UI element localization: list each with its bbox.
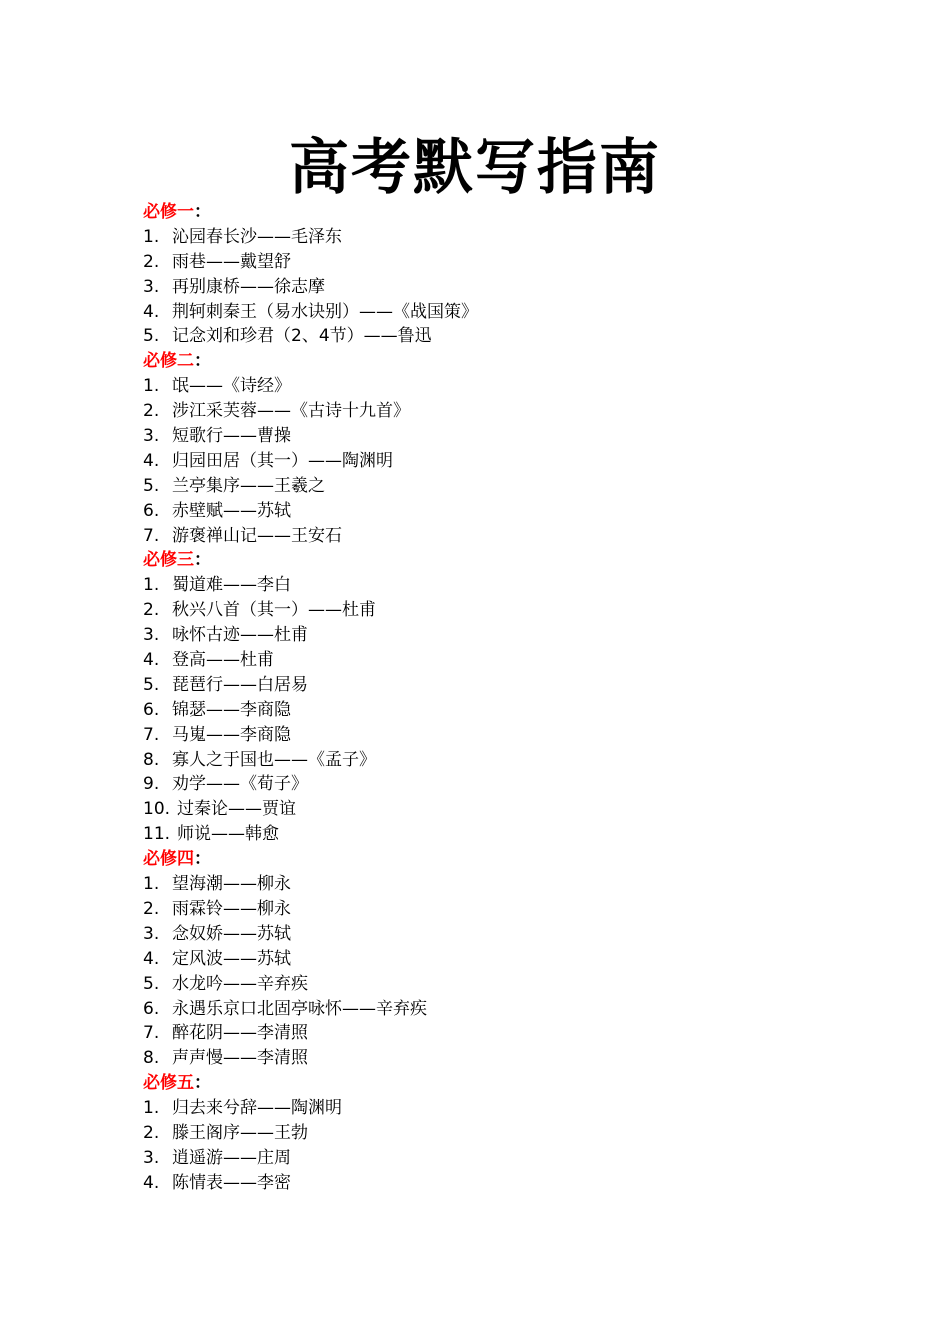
list-item-number: 3.: [143, 1147, 160, 1168]
list-item-text: 短歌行——曹操: [172, 426, 291, 447]
list-item: [143, 250, 843, 275]
list-item-number: 4.: [143, 301, 160, 322]
list-item-number: 8.: [143, 1048, 160, 1069]
list-item: [143, 748, 843, 773]
list-item-text: 荆轲刺秦王（易水诀别）——《战国策》: [172, 301, 478, 322]
list-item: [143, 772, 843, 797]
list-item: [143, 673, 843, 698]
recitation-list: [143, 200, 843, 1196]
list-item-number: 3.: [143, 426, 160, 447]
list-item-text: 蜀道难——李白: [172, 575, 291, 596]
list-item-text: 陈情表——李密: [172, 1172, 291, 1193]
list-item-number: 5.: [143, 326, 160, 347]
list-item-text: 马嵬——李商隐: [172, 724, 291, 745]
list-item-number: 1.: [143, 1098, 160, 1119]
section-heading-label: 必修四: [143, 849, 194, 870]
section-heading-label: 必修三: [143, 550, 194, 571]
list-item-number: 7.: [143, 724, 160, 745]
list-item-number: 3.: [143, 625, 160, 646]
section-heading: [143, 847, 843, 872]
list-item-number: 2.: [143, 251, 160, 272]
list-item-text: 定风波——苏轼: [172, 948, 291, 969]
list-item-text: 登高——杜甫: [172, 650, 274, 671]
list-item: [143, 648, 843, 673]
list-item-number: 4.: [143, 650, 160, 671]
list-item-text: 氓——《诗经》: [172, 376, 291, 397]
list-item-text: 秋兴八首（其一）——杜甫: [172, 600, 376, 621]
list-item: [143, 947, 843, 972]
list-item-number: 4.: [143, 948, 160, 969]
list-item: [143, 324, 843, 349]
list-item-number: 1.: [143, 874, 160, 895]
list-item: [143, 524, 843, 549]
section-heading-label: 必修一: [143, 202, 194, 222]
list-item-number: 5.: [143, 674, 160, 695]
list-item-text: 师说——韩愈: [177, 824, 279, 845]
list-item-text: 琵琶行——白居易: [172, 674, 308, 695]
section-heading-colon: ：: [194, 351, 211, 372]
list-item-number: 9.: [143, 774, 160, 795]
list-item-number: 6.: [143, 998, 160, 1019]
list-item-text: 赤壁赋——苏轼: [172, 500, 291, 521]
list-item-number: 4.: [143, 450, 160, 471]
list-item-number: 7.: [143, 1023, 160, 1044]
list-item-number: 1.: [143, 575, 160, 596]
list-item-text: 沁园春长沙——毛泽东: [172, 226, 342, 247]
list-item-number: 3.: [143, 276, 160, 297]
list-item-number: 10.: [143, 799, 171, 820]
list-item-text: 劝学——《荀子》: [172, 774, 308, 795]
list-item: [143, 623, 843, 648]
list-item-number: 7.: [143, 525, 160, 546]
list-item: [143, 1046, 843, 1071]
list-item-number: 5.: [143, 973, 160, 994]
list-item-number: 2.: [143, 600, 160, 621]
list-item-text: 寡人之于国也——《孟子》: [172, 749, 376, 770]
list-item-text: 兰亭集序——王羲之: [172, 475, 325, 496]
list-item: [143, 723, 843, 748]
list-item: [143, 698, 843, 723]
page-title: 高考默写指南: [289, 133, 661, 203]
list-item-text: 涉江采芙蓉——《古诗十九首》: [172, 401, 410, 422]
list-item-number: 4.: [143, 1172, 160, 1193]
list-item: [143, 1146, 843, 1171]
list-item-text: 归去来兮辞——陶渊明: [172, 1098, 342, 1119]
list-item: [143, 897, 843, 922]
list-item-text: 滕王阁序——王勃: [172, 1122, 308, 1143]
list-item-text: 永遇乐京口北固亭咏怀——辛弃疾: [172, 998, 427, 1019]
list-item: [143, 872, 843, 897]
list-item-text: 水龙吟——辛弃疾: [172, 973, 308, 994]
list-item: [143, 997, 843, 1022]
list-item: [143, 598, 843, 623]
list-item-number: 2.: [143, 1122, 160, 1143]
list-item: [143, 972, 843, 997]
list-item-text: 雨巷——戴望舒: [172, 251, 291, 272]
list-item: [143, 1096, 843, 1121]
list-item-number: 2.: [143, 401, 160, 422]
list-item-text: 游褒禅山记——王安石: [172, 525, 342, 546]
list-item-text: 过秦论——贾谊: [177, 799, 296, 820]
list-item-number: 6.: [143, 500, 160, 521]
section-heading: [143, 200, 843, 225]
section-heading-label: 必修五: [143, 1073, 194, 1094]
list-item: [143, 374, 843, 399]
list-item: [143, 1171, 843, 1196]
section-heading-label: 必修二: [143, 351, 194, 372]
list-item: [143, 922, 843, 947]
list-item: [143, 300, 843, 325]
list-item: [143, 225, 843, 250]
section-heading-colon: ：: [194, 849, 211, 870]
section-heading-colon: ：: [194, 1073, 211, 1094]
list-item-number: 5.: [143, 475, 160, 496]
list-item-text: 逍遥游——庄周: [172, 1147, 291, 1168]
list-item: [143, 1021, 843, 1046]
list-item-number: 3.: [143, 923, 160, 944]
list-item-text: 望海潮——柳永: [172, 874, 291, 895]
list-item-text: 念奴娇——苏轼: [172, 923, 291, 944]
section-heading: [143, 349, 843, 374]
list-item: [143, 399, 843, 424]
list-item-number: 8.: [143, 749, 160, 770]
list-item-number: 1.: [143, 376, 160, 397]
list-item: [143, 797, 843, 822]
list-item: [143, 499, 843, 524]
list-item: [143, 275, 843, 300]
list-item-text: 归园田居（其一）——陶渊明: [172, 450, 393, 471]
list-item-text: 记念刘和珍君（2、4节）——鲁迅: [172, 326, 432, 347]
list-item-text: 声声慢——李清照: [172, 1048, 308, 1069]
list-item-number: 2.: [143, 898, 160, 919]
list-item-number: 11.: [143, 824, 171, 845]
list-item: [143, 424, 843, 449]
list-item: [143, 474, 843, 499]
list-item-text: 咏怀古迹——杜甫: [172, 625, 308, 646]
list-item: [143, 822, 843, 847]
section-heading-colon: ：: [194, 550, 211, 571]
list-item: [143, 449, 843, 474]
section-heading: [143, 1071, 843, 1096]
list-item-number: 1.: [143, 226, 160, 247]
list-item: [143, 1121, 843, 1146]
list-item-text: 醉花阴——李清照: [172, 1023, 308, 1044]
list-item: [143, 573, 843, 598]
list-item-text: 再别康桥——徐志摩: [172, 276, 325, 297]
list-item-text: 雨霖铃——柳永: [172, 898, 291, 919]
list-item-text: 锦瑟——李商隐: [172, 699, 291, 720]
list-item-number: 6.: [143, 699, 160, 720]
section-heading: [143, 548, 843, 573]
section-heading-colon: ：: [194, 202, 211, 222]
